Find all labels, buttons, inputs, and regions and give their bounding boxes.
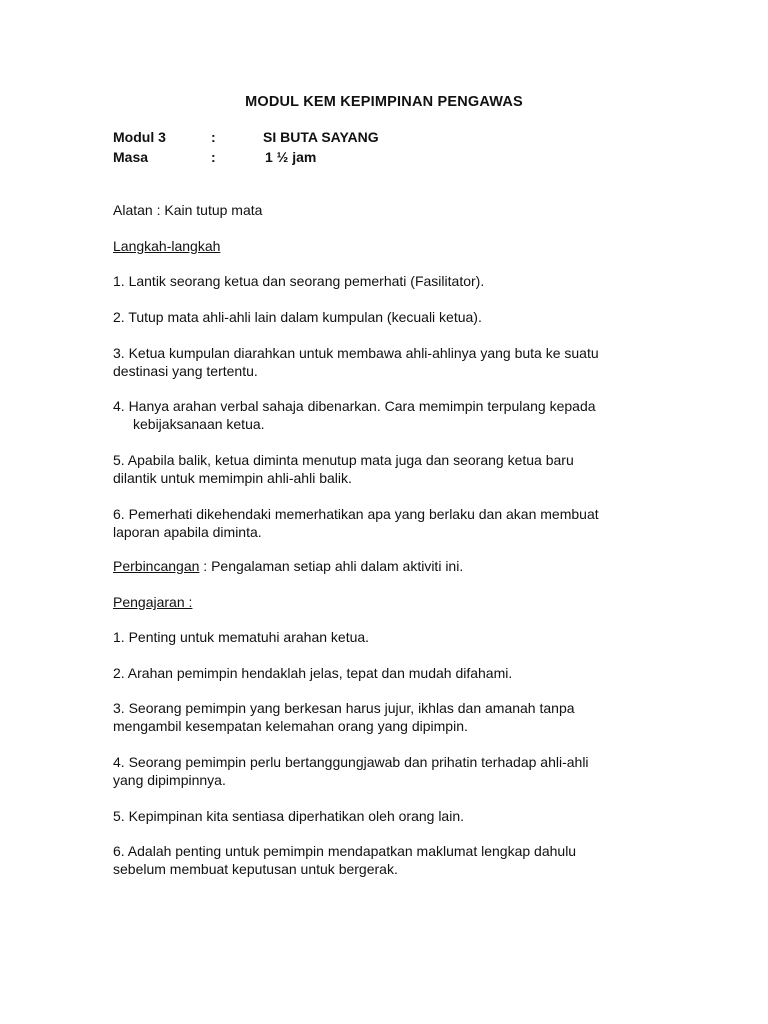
- step-line: 1. Lantik seorang ketua dan seorang pemerhati (Fasilitator).: [113, 273, 485, 289]
- lesson-item: [113, 842, 576, 878]
- step-item: [113, 344, 599, 380]
- lesson-line: 2. Arahan pemimpin hendaklah jelas, tepat dan mudah difahami.: [113, 665, 513, 681]
- lesson-line: 3. Seorang pemimpin yang berkesan harus jujur, ikhlas dan amanah tanpa: [113, 700, 575, 716]
- step-item: [113, 397, 596, 433]
- step-line: 2. Tutup mata ahli-ahli lain dalam kumpulan (kecuali ketua).: [113, 309, 482, 325]
- masa-label: Masa: [113, 149, 149, 165]
- pengajaran-heading: Pengajaran :: [113, 594, 193, 610]
- masa-value: 1 ½ jam: [265, 149, 317, 165]
- lesson-item: [113, 699, 575, 735]
- perbincangan-line: [113, 557, 463, 575]
- step-line: 4. Hanya arahan verbal sahaja dibenarkan. Cara memimpin terpulang kepada: [113, 398, 596, 414]
- lesson-item: [113, 628, 369, 646]
- lesson-item: [113, 807, 464, 825]
- langkah-heading: Langkah-langkah: [113, 238, 221, 254]
- modul-value: SI BUTA SAYANG: [263, 129, 379, 145]
- perbincangan-text: : Pengalaman setiap ahli dalam aktiviti ini.: [199, 558, 464, 574]
- step-line: 5. Apabila balik, ketua diminta menutup mata juga dan seorang ketua baru: [113, 452, 574, 468]
- lesson-line: 6. Adalah penting untuk pemimpin mendapatkan maklumat lengkap dahulu: [113, 843, 577, 859]
- step-item: [113, 505, 599, 541]
- lesson-line: 1. Penting untuk mematuhi arahan ketua.: [113, 629, 370, 645]
- step-line: laporan apabila diminta.: [113, 524, 262, 540]
- lesson-item: [113, 664, 512, 682]
- modul-colon: :: [211, 129, 216, 145]
- modul-label: Modul 3: [113, 129, 166, 145]
- step-line: 3. Ketua kumpulan diarahkan untuk membawa ahli-ahlinya yang buta ke suatu: [113, 345, 599, 361]
- step-item: [113, 308, 482, 326]
- lesson-item: [113, 753, 589, 789]
- lesson-line: sebelum membuat keputusan untuk bergerak.: [113, 861, 398, 877]
- step-item: [113, 451, 574, 487]
- step-line: 6. Pemerhati dikehendaki memerhatikan apa yang berlaku dan akan membuat: [113, 506, 599, 522]
- perbincangan-label: Perbincangan: [113, 558, 200, 574]
- step-line: destinasi yang tertentu.: [113, 363, 258, 379]
- step-line: kebijaksanaan ketua.: [133, 416, 265, 432]
- lesson-line: 4. Seorang pemimpin perlu bertanggungjawab dan prihatin terhadap ahli-ahli: [113, 754, 589, 770]
- lesson-line: mengambil kesempatan kelemahan orang yang dipimpin.: [113, 718, 468, 734]
- step-line: dilantik untuk memimpin ahli-ahli balik.: [113, 470, 352, 486]
- lesson-line: 5. Kepimpinan kita sentiasa diperhatikan oleh orang lain.: [113, 808, 465, 824]
- lesson-line: yang dipimpinnya.: [113, 772, 226, 788]
- alatan-line: Alatan : Kain tutup mata: [113, 202, 263, 218]
- step-item: [113, 272, 484, 290]
- document-title: MODUL KEM KEPIMPINAN PENGAWAS: [245, 94, 523, 110]
- masa-colon: :: [211, 149, 216, 165]
